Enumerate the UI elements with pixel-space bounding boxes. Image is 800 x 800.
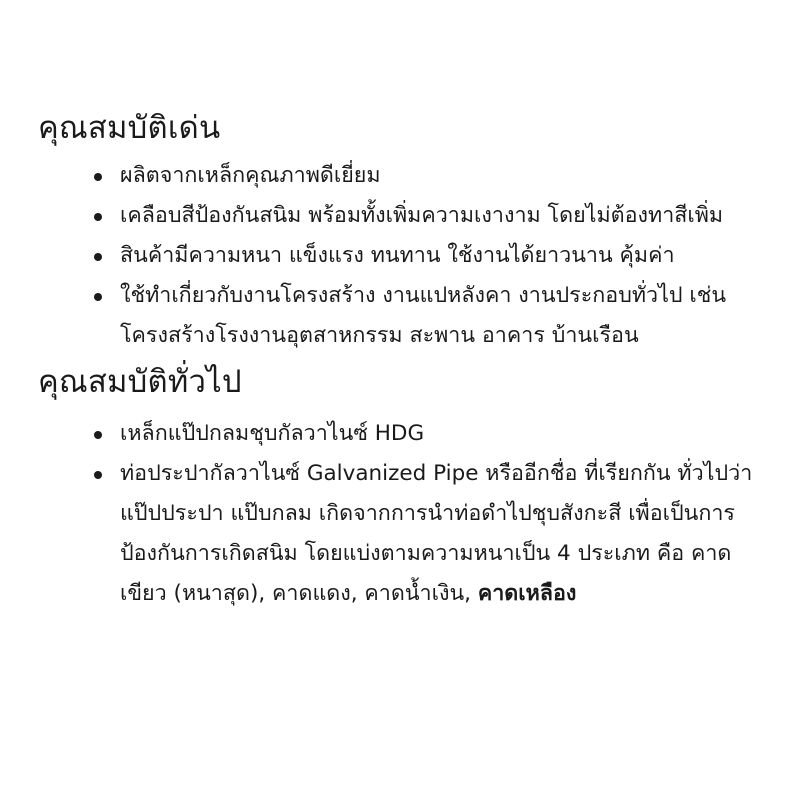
list-item: เหล็กแป๊ปกลมชุบกัลวาไนซ์ HDG	[120, 414, 760, 454]
list-item	[120, 454, 760, 614]
pipe-type-yellow: คาดเหลือง	[477, 581, 577, 606]
list-item: เคลือบสีป้องกันสนิม พร้อมทั้งเพิ่มความเงางาม โดยไม่ต้องทาสีเพิ่ม	[120, 196, 760, 236]
pipe-description: ท่อประปากัลวาไนซ์ Galvanized Pipe หรืออีกชื่อ ที่เรียกกัน ทั่วไปว่า แป๊ปประปา แป๊บกลม เกิดจากการนำท่อดำไปชุบสังกะสี เพื่อเป็นการป้องกันการเกิดสนิม โดยแบ่งตามความหนาเป็น 4 ประเภท คือ คาดเขียว (หนาสุด), คาดแดง, คาดน้ำเงิน,	[120, 461, 753, 606]
section-heading-general: คุณสมบัติทั่วไป	[38, 364, 242, 400]
highlight-list	[38, 156, 760, 356]
section-heading-highlight: คุณสมบัติเด่น	[38, 110, 221, 146]
general-list	[38, 414, 760, 614]
list-item: สินค้ามีความหนา แข็งแรง ทนทาน ใช้งานได้ยาวนาน คุ้มค่า	[120, 236, 760, 276]
list-item: ผลิตจากเหล็กคุณภาพดีเยี่ยม	[120, 156, 760, 196]
list-item: ใช้ทำเกี่ยวกับงานโครงสร้าง งานแปหลังคา งานประกอบทั่วไป เช่น โครงสร้างโรงงานอุตสาหกรรม สะพาน อาคาร บ้านเรือน	[120, 276, 760, 356]
